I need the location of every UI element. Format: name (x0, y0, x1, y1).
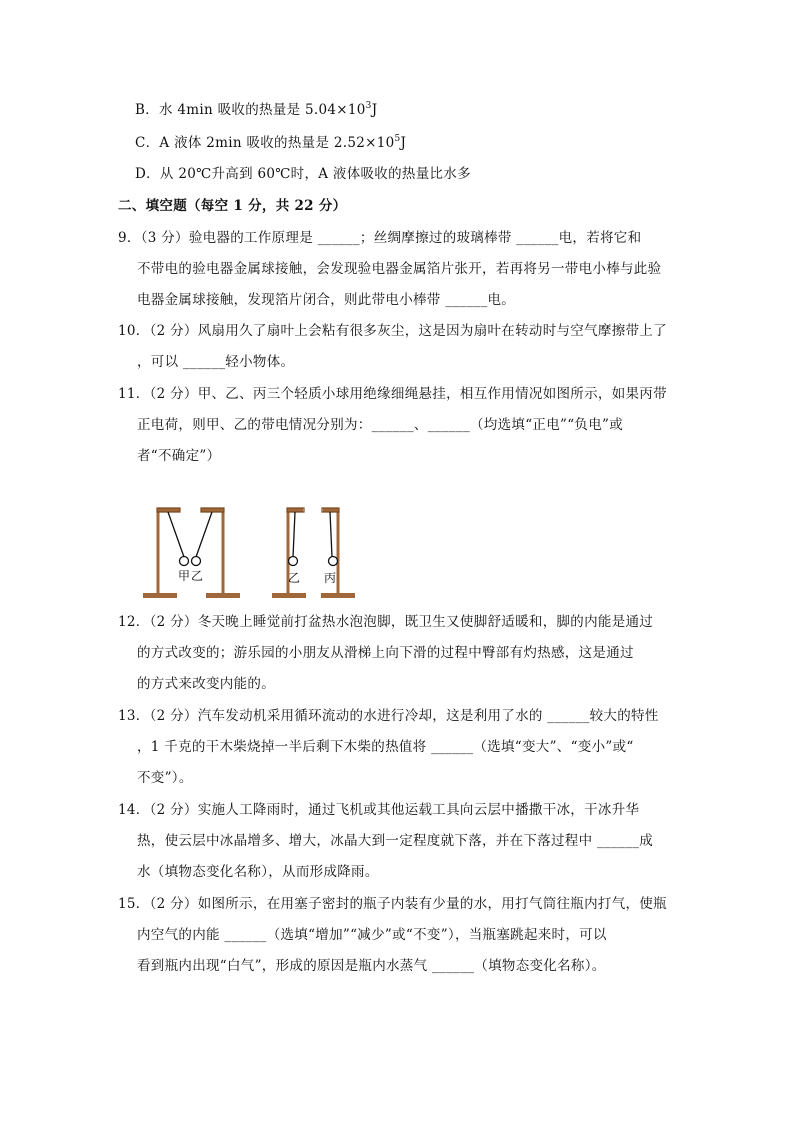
option-c-exponent: 5 (394, 134, 401, 144)
question-13-line-2: ，1 千克的干木柴烧掉一半后剩下木柴的热值将 ______（选填“变大”、“变小”或“ (137, 739, 634, 755)
label-jia: 甲 (178, 569, 191, 583)
label-yi-1: 乙 (191, 569, 204, 583)
section-title: 二、填空题（每空 1 分，共 22 分） (118, 198, 347, 214)
ball-yi-2 (289, 557, 298, 566)
string-yi-1 (196, 512, 212, 557)
question-11-line-3: 者“不确定”） (137, 448, 221, 464)
question-15-line-1: 15．（2 分）如图所示，在用塞子密封的瓶子内装有少量的水，用打气筒往瓶内打气，使瓶 (118, 896, 667, 912)
option-c (135, 133, 406, 153)
question-9-line-3: 电器金属球接触，发现箔片闭合，则此带电小棒带 ______电。 (137, 292, 516, 308)
question-14-line-2: 热，使云层中冰晶增多、增大，冰晶大到一定程度就下落，并在下落过程中 ______成 (137, 833, 654, 849)
label-yi-2: 乙 (288, 571, 301, 585)
option-b-text: B．水 4min 吸收的热量是 5.04×10 (135, 102, 366, 118)
string-bing (330, 512, 332, 557)
base-3 (272, 593, 306, 598)
base-4 (321, 593, 355, 598)
question-10-line-2: ，可以 ______轻小物体。 (137, 354, 295, 370)
question-12-line-3: 的方式来改变内能的。 (137, 676, 275, 692)
option-c-text: C．A 液体 2min 吸收的热量是 2.52×10 (135, 135, 395, 151)
stand-left-frame (158, 510, 180, 596)
ball-bing (329, 557, 338, 566)
string-yi-2 (293, 512, 295, 557)
question-10-line-1: 10．（2 分）风扇用久了扇叶上会粘有很多灰尘，这是因为扇叶在转动时与空气摩擦带上了 (118, 323, 667, 339)
question-11-line-1: 11．（2 分）甲、乙、丙三个轻质小球用绝缘细绳悬挂，相互作用情况如图所示，如果丙带 (118, 386, 667, 402)
question-12-line-2: 的方式改变的；游乐园的小朋友从滑梯上向下滑的过程中臀部有灼热感，这是通过 (137, 645, 634, 661)
stand-middle-frame (201, 510, 223, 596)
base-1 (143, 593, 177, 598)
base-2 (206, 593, 240, 598)
ball-yi-1 (192, 557, 201, 566)
option-c-unit: J (400, 135, 407, 151)
option-b-unit: J (371, 102, 378, 118)
string-jia (168, 512, 184, 557)
question-12-line-1: 12．（2 分）冬天晚上睡觉前打盆热水泡泡脚，既卫生又使脚舒适暖和，脚的内能是通过 (118, 614, 654, 630)
option-b (135, 100, 377, 120)
question-15-line-3: 看到瓶内出现“白气”，形成的原因是瓶内水蒸气 ______（填物态变化名称）。 (137, 958, 606, 974)
question-14-line-1: 14．（2 分）实施人工降雨时，通过飞机或其他运载工具向云层中播撒干冰，干冰升华 (118, 802, 640, 818)
label-bing: 丙 (324, 571, 337, 585)
question-13-line-1: 13．（2 分）汽车发动机采用循环流动的水进行冷却，这是利用了水的 ______较大的特性 (118, 708, 659, 724)
ball-jia (180, 557, 189, 566)
question-14-line-3: 水（填物态变化名称），从而形成降雨。 (137, 864, 379, 880)
suspended-balls-figure (138, 502, 358, 606)
question-9-line-2: 不带电的验电器金属球接触，会发现验电器金属箔片张开，若再将另一带电小棒与此验 (137, 261, 662, 277)
option-b-exponent: 3 (365, 101, 372, 111)
question-11-line-2: 正电荷，则甲、乙的带电情况分别为：______、______（均选填“正电”“负电”或 (137, 417, 624, 433)
option-d: D．从 20℃升高到 60℃时，A 液体吸收的热量比水多 (135, 166, 471, 182)
question-15-line-2: 内空气的内能 ______（选填“增加”“减少”或“不变”），当瓶塞跳起来时，可以 (137, 927, 607, 943)
question-9-line-1: 9．（3 分）验电器的工作原理是 ______；丝绸摩擦过的玻璃棒带 ______电，若将它和 (118, 230, 642, 246)
question-13-line-3: 不变”）。 (137, 770, 193, 786)
